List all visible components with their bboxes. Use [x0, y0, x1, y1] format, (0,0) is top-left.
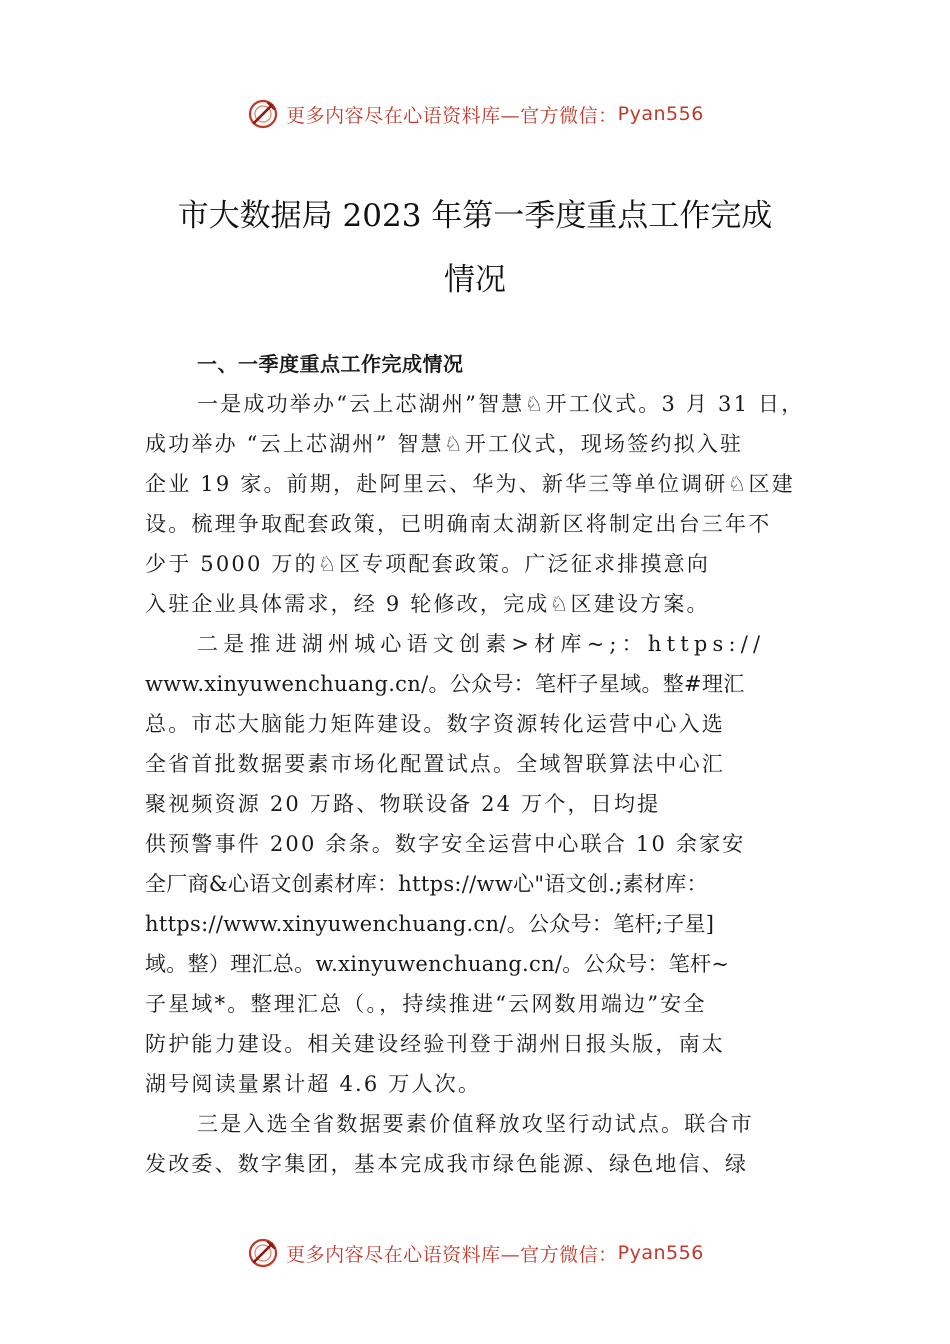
watermark-text: 更多内容尽在心语资料库—官方微信： — [286, 104, 618, 127]
body-line: 入驻企业具体需求，经 9 轮修改，完成♘区建设方案。 — [145, 592, 710, 616]
watermark-wechat-id: Pyan556 — [617, 103, 704, 125]
watermark-header — [0, 94, 950, 134]
body-line: www.xinyuwenchuang.cn/。公众号：笔杆子星域。整#理汇 — [145, 672, 745, 696]
document-title — [110, 184, 840, 312]
body-line: 总。市芯大脑能力矩阵建设。数字资源转化运营中心入选 — [145, 712, 725, 736]
body-line: 防护能力建设。相关建设经验刊登于湖州日报头版，南太 — [145, 1032, 725, 1056]
title-line-1: 市大数据局 2023 年第一季度重点工作完成 — [177, 198, 773, 234]
body-line: 聚视频资源 20 万路、物联设备 24 万个，日均提 — [145, 792, 661, 816]
document-body — [145, 344, 810, 1184]
watermark-text: 更多内容尽在心语资料库—官方微信： — [286, 1243, 618, 1266]
body-line: 发改委、数字集团，基本完成我市绿色能源、绿色地信、绿 — [145, 1152, 749, 1176]
body-line: 设。梳理争取配套政策，已明确南太湖新区将制定出台三年不 — [145, 512, 772, 536]
seal-logo-icon — [246, 97, 280, 131]
body-line: 三是入选全省数据要素价值释放攻坚行动试点。联合市 — [197, 1112, 754, 1136]
body-line: 二是推进湖州城心语文创素>材库~;：https:// — [197, 632, 766, 656]
body-line: 子星域*。整理汇总（。，持续推进“云网数用端边”安全 — [145, 992, 707, 1016]
seal-logo-icon — [246, 1236, 280, 1270]
section-heading: 一、一季度重点工作完成情况 — [197, 352, 464, 376]
watermark-footer — [0, 1233, 950, 1273]
body-line: https://www.xinyuwenchuang.cn/。公众号：笔杆;子星] — [145, 912, 715, 936]
body-line: 域。整）理汇总。w.xinyuwenchuang.cn/。公众号：笔杆~ — [145, 952, 730, 976]
body-line: 全省首批数据要素市场化配置试点。全域智联算法中心汇 — [145, 752, 725, 776]
body-line: 企业 19 家。前期，赴阿里云、华为、新华三等单位调研♘区建 — [145, 472, 795, 496]
body-line: 少于 5000 万的♘区专项配套政策。广泛征求排摸意向 — [145, 552, 711, 576]
body-line: 一是成功举办“云上芯湖州”智慧♘开工仪式。3 月 31 日， — [197, 392, 805, 416]
body-line: 成功举办 “云上芯湖州” 智慧♘开工仪式，现场签约拟入驻 — [145, 432, 744, 456]
watermark-wechat-id: Pyan556 — [617, 1242, 704, 1264]
body-line: 全厂商&心语文创素材库：https://ww心"语文创.;素材库： — [145, 872, 708, 896]
body-line: 供预警事件 200 余条。数字安全运营中心联合 10 余家安 — [145, 832, 746, 856]
body-line: 湖号阅读量累计超 4.6 万人次。 — [145, 1072, 482, 1096]
title-line-2: 情况 — [444, 262, 506, 298]
